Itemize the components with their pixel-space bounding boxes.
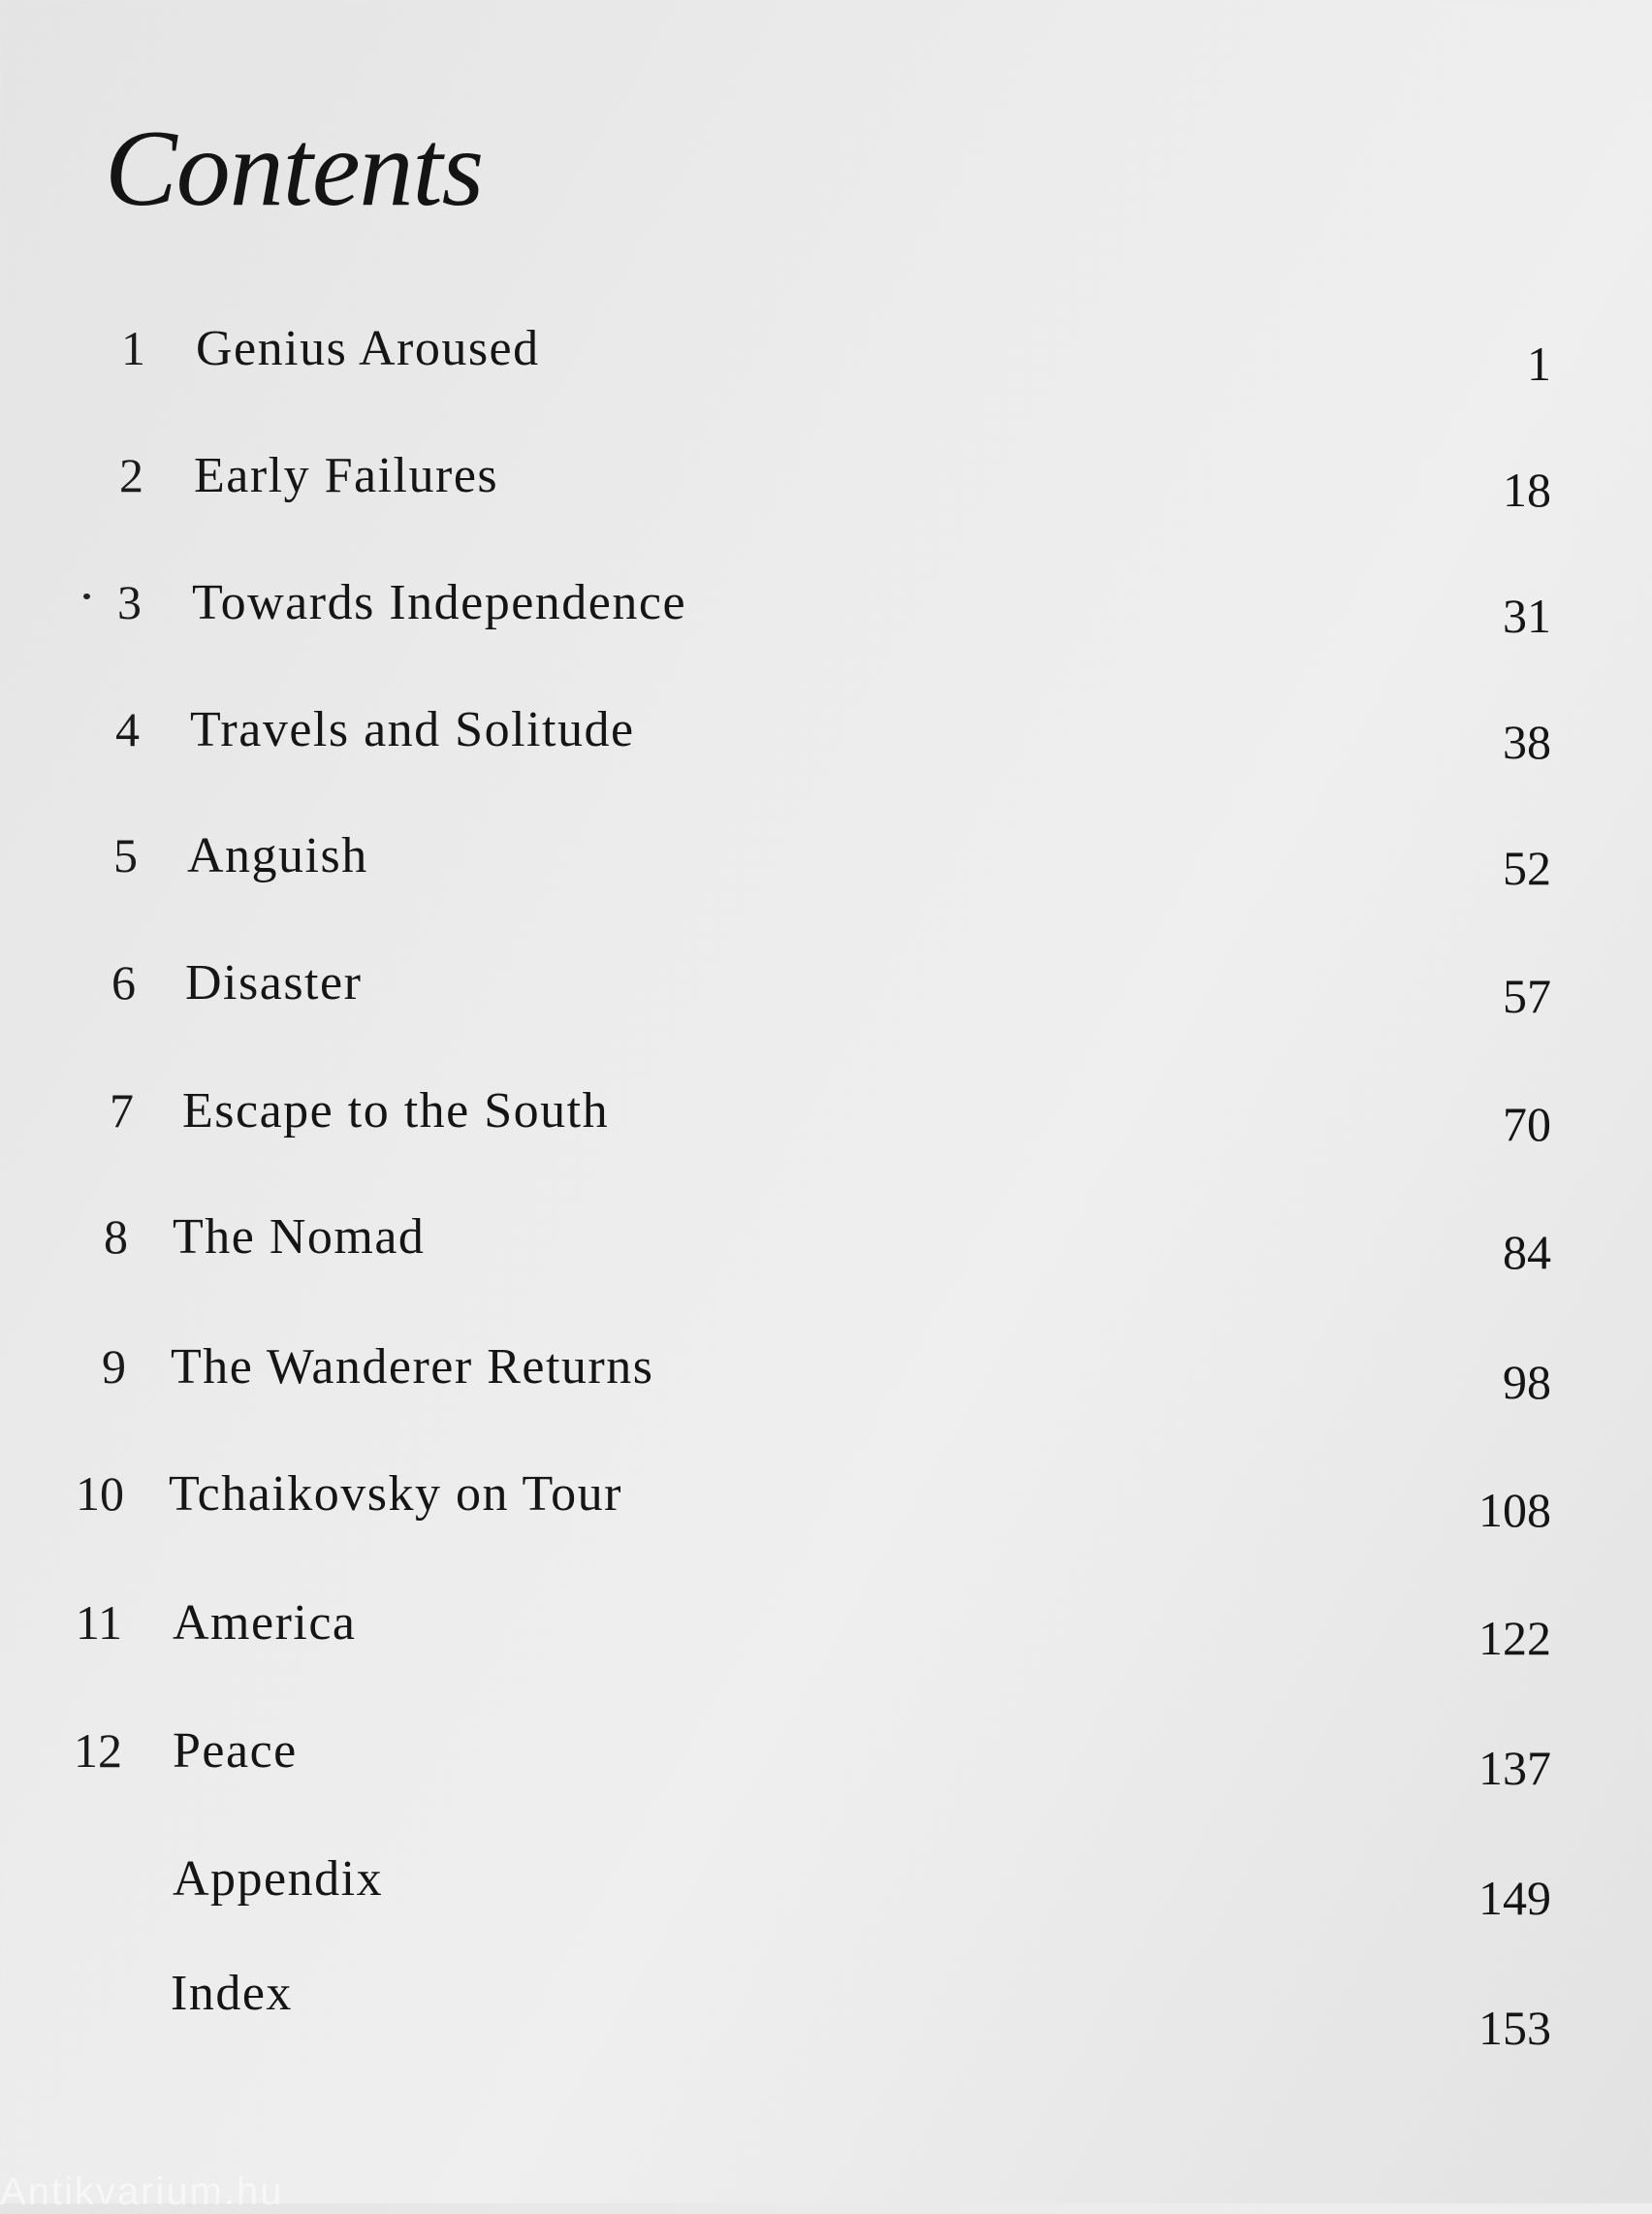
chapter-title: The Wanderer Returns — [171, 1339, 654, 1395]
chapter-number: 6 — [111, 955, 136, 1010]
page-number: 38 — [1503, 715, 1551, 769]
chapter-title: Early Failures — [194, 448, 499, 503]
chapter-title: Travels and Solitude — [190, 702, 635, 757]
page-number: 52 — [1503, 841, 1551, 895]
watermark: Antikvarium.hu — [0, 2170, 284, 2213]
chapter-number: 11 — [75, 1595, 122, 1650]
page-title: Contents — [105, 109, 484, 229]
chapter-title: The Nomad — [173, 1209, 426, 1265]
page-number: 1 — [1527, 337, 1551, 391]
chapter-title: Genius Aroused — [196, 321, 540, 376]
chapter-title: Index — [171, 1966, 293, 2021]
chapter-title: America — [173, 1595, 357, 1651]
page-number: 31 — [1503, 589, 1551, 643]
page-number: 137 — [1478, 1741, 1551, 1795]
chapter-number: 10 — [76, 1466, 124, 1521]
page-number: 122 — [1478, 1611, 1551, 1665]
page-number: 108 — [1478, 1483, 1551, 1537]
page-number: 98 — [1503, 1355, 1551, 1409]
chapter-title: Disaster — [185, 955, 363, 1011]
chapter-number: 7 — [110, 1083, 134, 1138]
chapter-number: 8 — [104, 1209, 128, 1264]
chapter-number: 2 — [119, 448, 143, 502]
chapter-title: Tchaikovsky on Tour — [169, 1466, 622, 1522]
page-number: 57 — [1503, 969, 1551, 1023]
page-number: 18 — [1503, 463, 1551, 517]
chapter-title: Appendix — [173, 1851, 384, 1907]
chapter-title: Towards Independence — [192, 575, 687, 630]
chapter-number: 9 — [102, 1339, 126, 1394]
page-number: 84 — [1503, 1225, 1551, 1279]
chapter-title: Anguish — [187, 828, 368, 883]
chapter-number: 1 — [121, 321, 145, 375]
chapter-number: 3 — [117, 575, 142, 629]
chapter-number: 4 — [115, 702, 140, 756]
chapter-title: Peace — [173, 1723, 298, 1779]
page-number: 149 — [1478, 1871, 1551, 1925]
chapter-number: 5 — [113, 828, 138, 882]
page-number: 70 — [1503, 1097, 1551, 1151]
chapter-title: Escape to the South — [182, 1083, 610, 1139]
page-number: 153 — [1478, 2001, 1551, 2055]
chapter-number: 12 — [74, 1723, 122, 1778]
